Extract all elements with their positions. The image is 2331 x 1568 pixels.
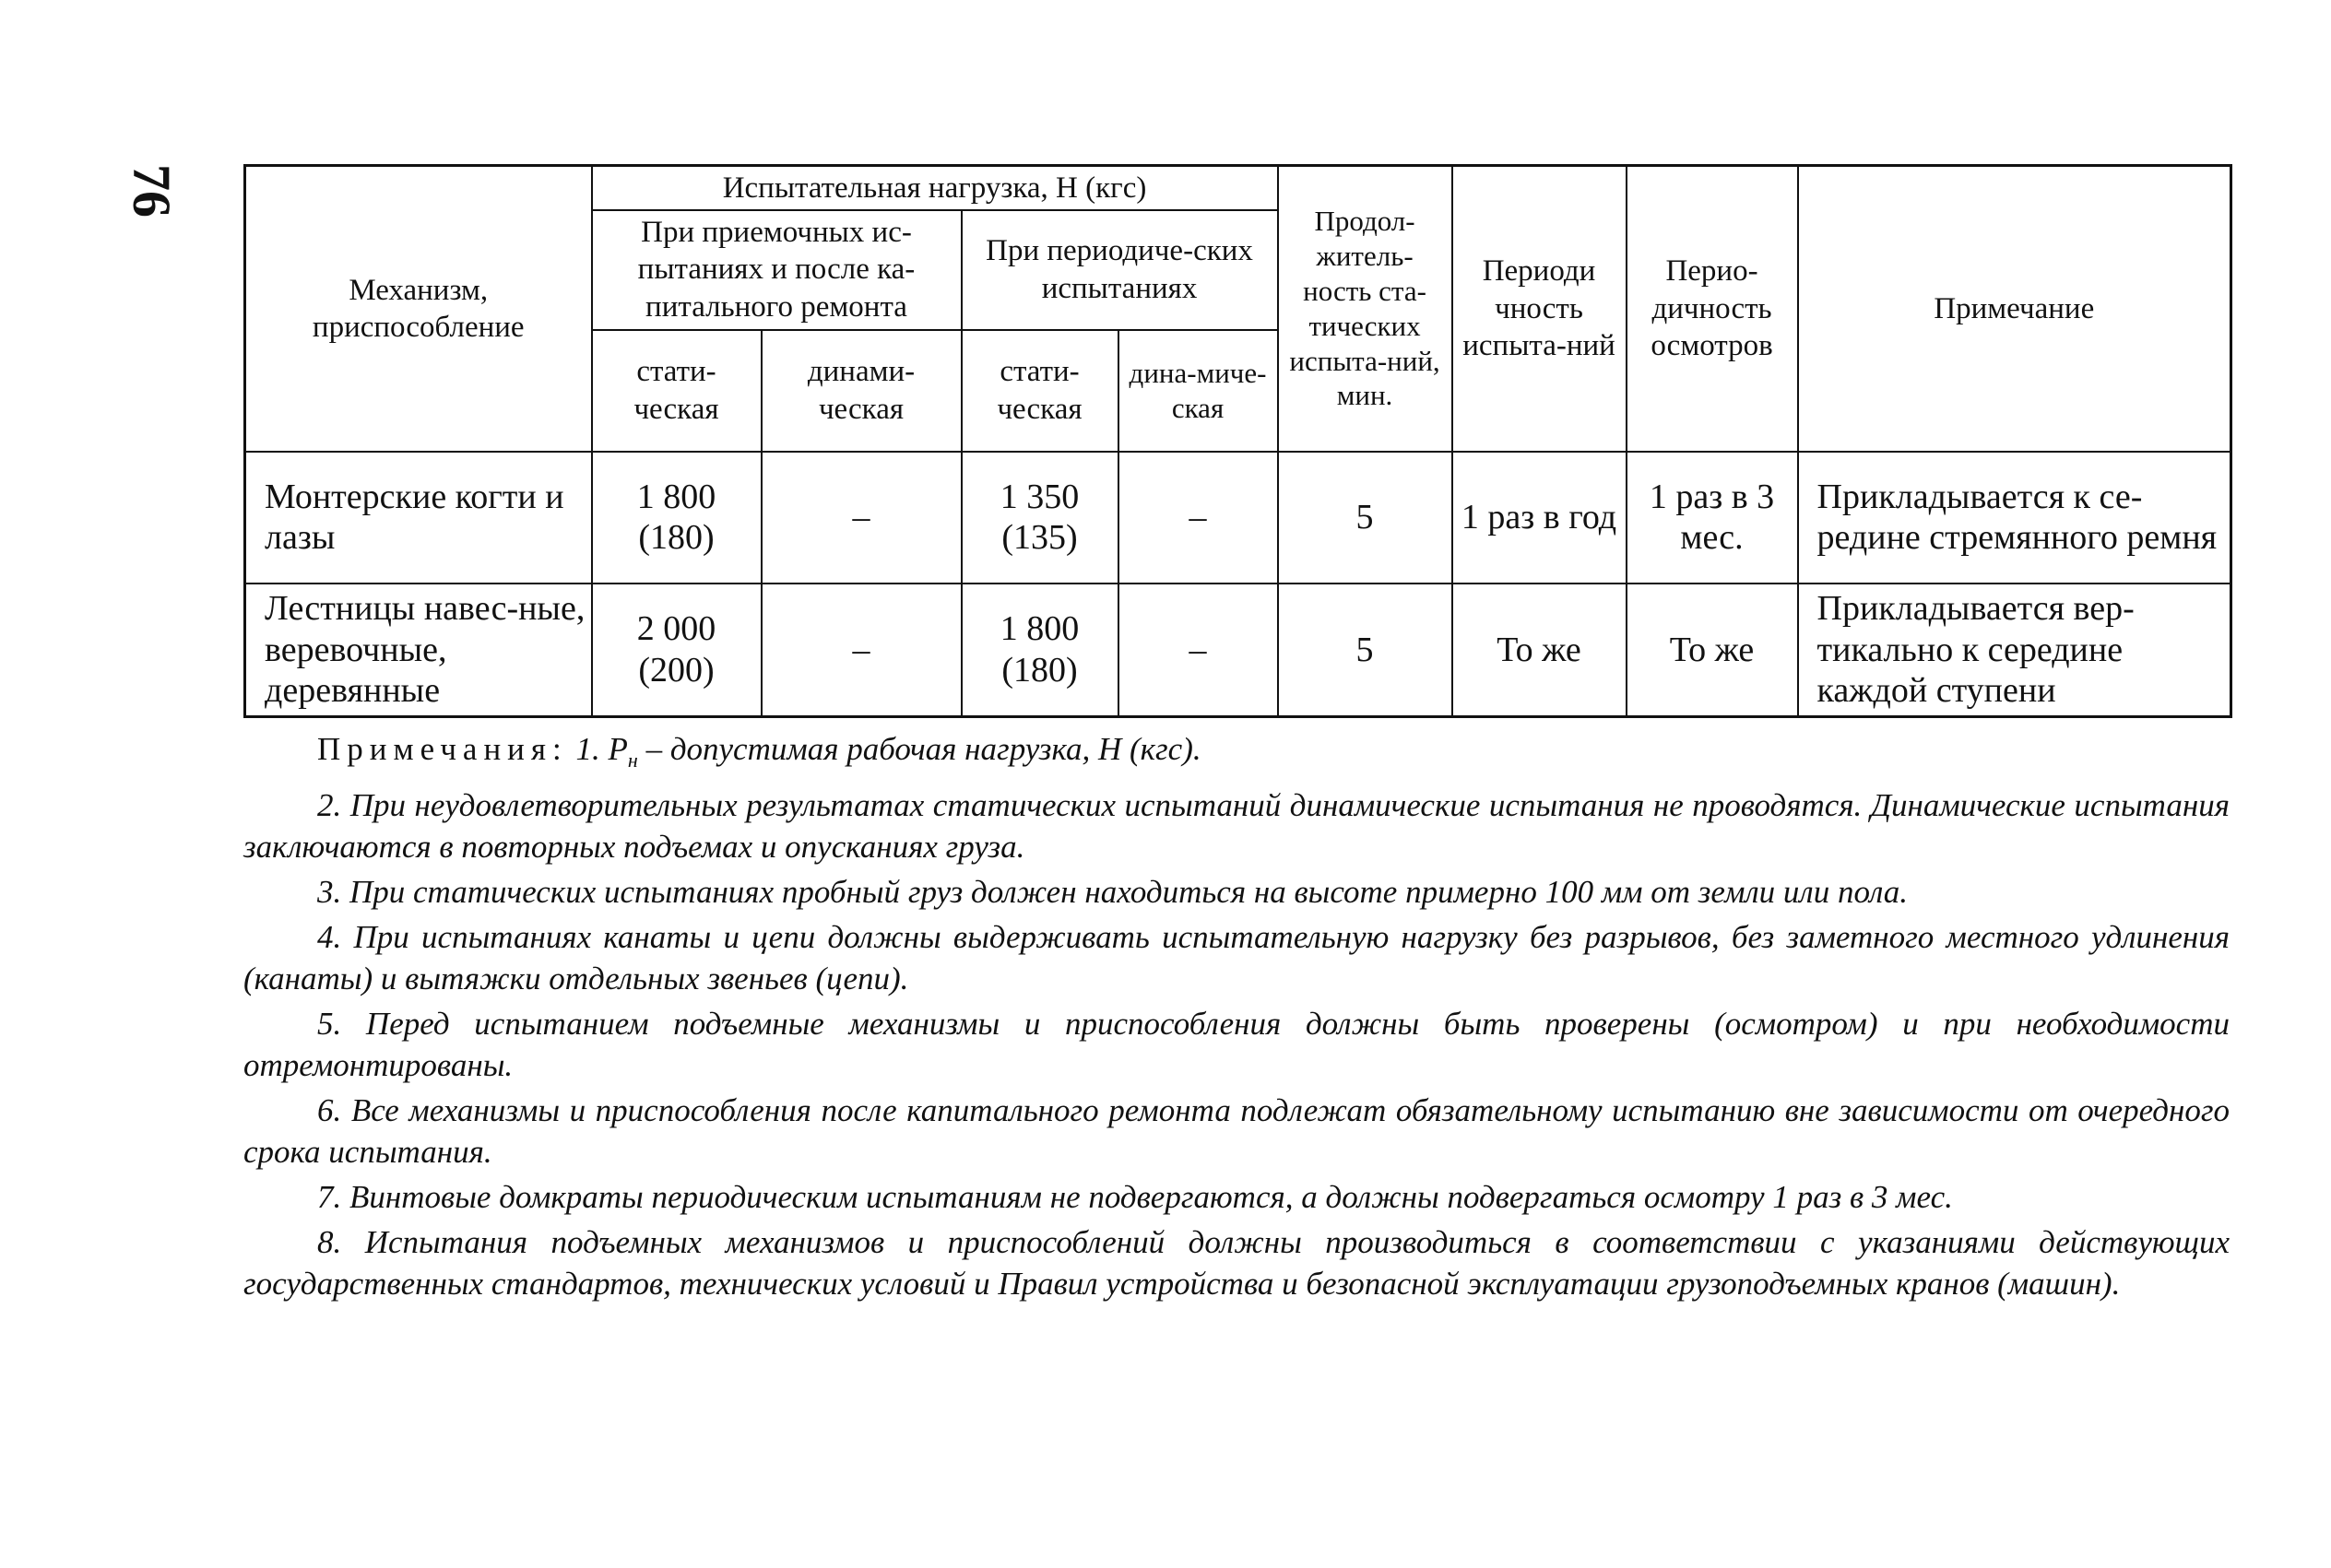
table-row bbox=[245, 452, 2231, 584]
header-mechanism: Механизм, приспособление bbox=[245, 166, 592, 452]
note-4: 4. При испытаниях канаты и цепи должны выдерживать испытательную нагрузку без разрывов, без заметного местного удлинения (канаты) и вытяжки отдельных звеньев (цепи). bbox=[243, 919, 2230, 996]
note-6: 6. Все механизмы и приспособления после капитального ремонта подлежат обязательному испытанию вне зависимости от очередного срока испытания. bbox=[243, 1092, 2230, 1170]
cell-mechanism: Монтерские когти и лазы bbox=[245, 452, 592, 584]
cell-duration: 5 bbox=[1278, 452, 1452, 584]
cell-periodic-static: 1 350 (135) bbox=[962, 452, 1118, 584]
cell-acceptance-dynamic: – bbox=[762, 584, 962, 717]
cell-inspection-periodicity: 1 раз в 3 мес. bbox=[1627, 452, 1798, 584]
cell-duration: 5 bbox=[1278, 584, 1452, 717]
cell-periodic-static: 1 800 (180) bbox=[962, 584, 1118, 717]
table-row bbox=[245, 584, 2231, 717]
cell-remark: Прикладывается вер-тикально к середине каждой ступени bbox=[1798, 584, 2231, 717]
cell-test-periodicity: То же bbox=[1452, 584, 1627, 717]
header-static-periodic: стати-ческая bbox=[962, 330, 1118, 452]
note-8: 8. Испытания подъемных механизмов и приспособлений должны производиться в соответствии с указаниями действующих государственных стандартов, технических условий и Правил устройства и безопасной эксплуатации грузоподъемных кранов (машин). bbox=[243, 1224, 2230, 1302]
header-test-periodicity: Периоди чность испыта-ний bbox=[1452, 166, 1627, 452]
note-1: Примечания: 1. $Р_н$ – допустимая рабочая нагрузка, Н (кгс). bbox=[317, 731, 1201, 772]
header-dynamic-acceptance: динами-ческая bbox=[762, 330, 962, 452]
cell-mechanism: Лестницы навес-ные, веревочные, деревянные bbox=[245, 584, 592, 717]
cell-acceptance-dynamic: – bbox=[762, 452, 962, 584]
header-remark: Примечание bbox=[1798, 166, 2231, 452]
note-5: 5. Перед испытанием подъемные механизмы и приспособления должны быть проверены (осмотром) и при необходимости отремонтированы. bbox=[243, 1006, 2230, 1083]
cell-acceptance-static: 1 800 (180) bbox=[592, 452, 762, 584]
notes-section bbox=[243, 728, 2230, 1308]
note-2: 2. При неудовлетворительных результатах статических испытаний динамические испытания не проводятся. Динамические испытания заключаются в повторных подъемах и опусканиях груза. bbox=[243, 787, 2230, 865]
header-duration: Продол-житель-ность ста-тических испыта-ний, мин. bbox=[1278, 166, 1452, 452]
note-3: 3. При статических испытаниях пробный груз должен находиться на высоте примерно 100 мм от земли или пола. bbox=[317, 874, 1909, 910]
cell-inspection-periodicity: То же bbox=[1627, 584, 1798, 717]
page-number: 76 bbox=[122, 164, 182, 218]
header-periodic-tests: При периодиче-ских испытаниях bbox=[962, 210, 1278, 330]
cell-periodic-dynamic: – bbox=[1118, 584, 1278, 717]
header-inspection-periodicity: Перио-дичность осмотров bbox=[1627, 166, 1798, 452]
cell-remark: Прикладывается к се-редине стремянного ремня bbox=[1798, 452, 2231, 584]
test-load-table bbox=[243, 164, 2232, 718]
header-test-load: Испытательная нагрузка, Н (кгс) bbox=[592, 166, 1278, 210]
cell-test-periodicity: 1 раз в год bbox=[1452, 452, 1627, 584]
cell-periodic-dynamic: – bbox=[1118, 452, 1278, 584]
note-7: 7. Винтовые домкраты периодическим испытаниям не подвергаются, а должны подвергаться осмотру 1 раз в 3 мес. bbox=[317, 1179, 1953, 1215]
cell-acceptance-static: 2 000 (200) bbox=[592, 584, 762, 717]
header-acceptance-tests: При приемочных ис-пытаниях и после ка-питального ремонта bbox=[592, 210, 962, 330]
header-static-acceptance: стати-ческая bbox=[592, 330, 762, 452]
header-dynamic-periodic: дина-миче-ская bbox=[1118, 330, 1278, 452]
notes-heading: Примечания: bbox=[317, 731, 568, 767]
